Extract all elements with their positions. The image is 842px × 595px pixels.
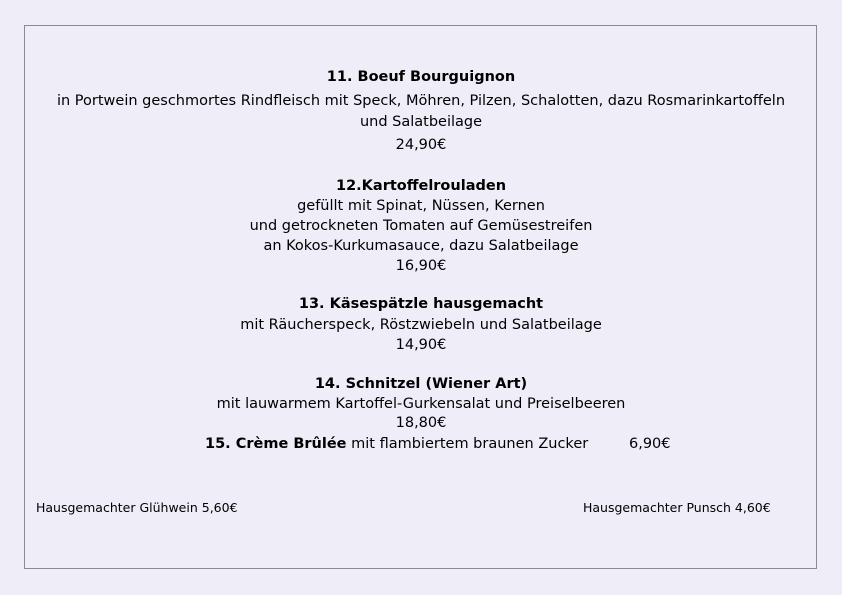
item-15-text	[205, 434, 588, 454]
item-15-row	[0, 434, 842, 454]
item-12-price: 16,90€	[395, 258, 447, 274]
item-15-desc: mit flambiertem braunen Zucker	[346, 436, 589, 452]
item-15-title: 15. Crème Brûlée	[205, 436, 347, 452]
item-13-title: 13. Käsespätzle hausgemacht	[298, 296, 544, 312]
item-14-price: 18,80€	[395, 415, 447, 431]
drink-gluehwein: Hausgemachter Glühwein 5,60€	[36, 500, 238, 515]
item-12-desc-1: gefüllt mit Spinat, Nüssen, Kernen	[297, 198, 545, 214]
item-13-price: 14,90€	[395, 337, 447, 353]
item-13-desc-1: mit Räucherspeck, Röstzwiebeln und Salatbeilage	[240, 317, 602, 333]
item-11-price: 24,90€	[395, 137, 447, 153]
item-11-desc-2: und Salatbeilage	[359, 114, 483, 130]
item-12-title: 12.Kartoffelrouladen	[335, 178, 507, 194]
item-12-desc-2: und getrockneten Tomaten auf Gemüsestreifen	[249, 218, 593, 234]
item-15-price: 6,90€	[629, 436, 671, 452]
item-11-desc-1: in Portwein geschmortes Rindfleisch mit Speck, Möhren, Pilzen, Schalotten, dazu Rosmarinkartoffeln	[56, 93, 786, 109]
item-14-desc-1: mit lauwarmem Kartoffel-Gurkensalat und Preiselbeeren	[216, 396, 626, 412]
item-12-desc-3: an Kokos-Kurkumasauce, dazu Salatbeilage	[263, 238, 579, 254]
drink-punsch: Hausgemachter Punsch 4,60€	[583, 500, 771, 515]
item-14-title: 14. Schnitzel (Wiener Art)	[314, 376, 528, 392]
item-11-title: 11. Boeuf Bourguignon	[326, 69, 516, 85]
